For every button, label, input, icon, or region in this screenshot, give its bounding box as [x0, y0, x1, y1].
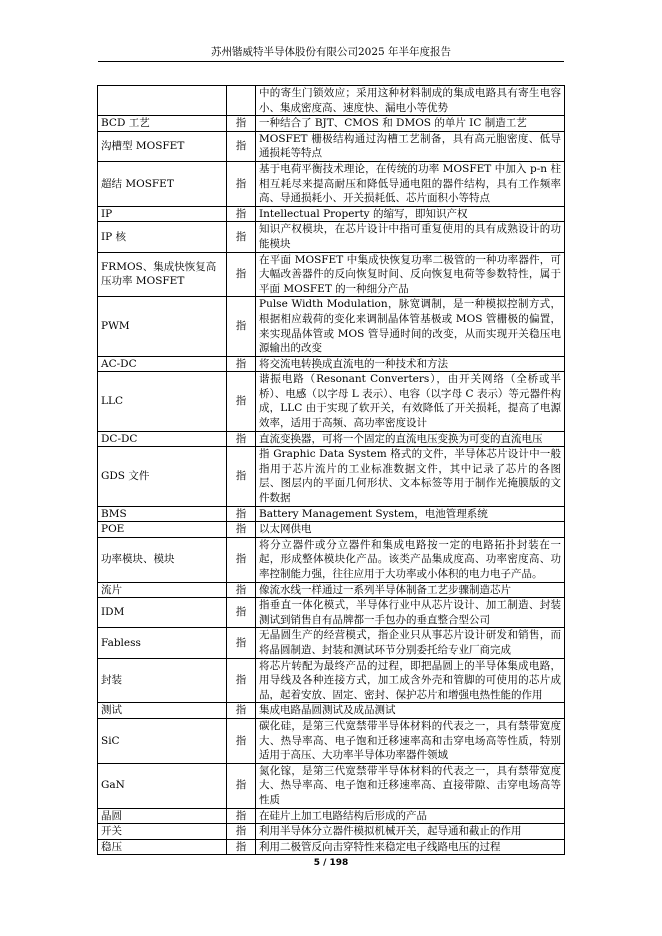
glossary-separator: 指	[227, 763, 256, 808]
glossary-definition: 将分立器件或分立器件和集成电路按一定的电路拓扑封装在一起，形成整体模块化产品。该类产品集成度高、功率密度高、功率控制能力强，往往应用于大功率或小体积的电力电子产品。	[256, 537, 565, 582]
glossary-term: IDM	[98, 598, 227, 628]
glossary-separator: 指	[227, 222, 256, 252]
glossary-separator: 指	[227, 131, 256, 161]
glossary-term: 沟槽型 MOSFET	[98, 131, 227, 161]
glossary-row	[98, 763, 565, 808]
glossary-row	[98, 206, 565, 222]
glossary-term: AC-DC	[98, 356, 227, 372]
glossary-term: FRMOS、集成快恢复高压功率 MOSFET	[98, 252, 227, 297]
glossary-term: 超结 MOSFET	[98, 161, 227, 206]
glossary-separator: 指	[227, 537, 256, 582]
glossary-separator: 指	[227, 582, 256, 598]
header-divider	[98, 61, 564, 62]
glossary-definition: 像流水线一样通过一系列半导体制备工艺步骤制造芯片	[256, 582, 565, 598]
glossary-separator: 指	[227, 703, 256, 719]
glossary-term: PWM	[98, 297, 227, 356]
glossary-separator: 指	[227, 447, 256, 506]
glossary-definition: 利用半导体分立器件模拟机械开关，起导通和截止的作用	[256, 824, 565, 840]
page-header-title: 苏州锴威特半导体股份有限公司2025 年半年度报告	[210, 46, 452, 58]
glossary-row	[98, 537, 565, 582]
glossary-row	[98, 222, 565, 252]
glossary-separator: 指	[227, 658, 256, 703]
glossary-term: 晶圆	[98, 808, 227, 824]
glossary-row	[98, 297, 565, 356]
glossary-separator: 指	[227, 206, 256, 222]
glossary-row	[98, 86, 565, 116]
glossary-term: IP 核	[98, 222, 227, 252]
glossary-row	[98, 628, 565, 658]
glossary-term: 测试	[98, 703, 227, 719]
glossary-row	[98, 839, 565, 855]
glossary-separator: 指	[227, 839, 256, 855]
glossary-row	[98, 252, 565, 297]
glossary-definition: 谐振电路（Resonant Converters），由开关网络（全桥或半桥）、电感（以字母 L 表示）、电容（以字母 C 表示）等元器件构成，LLC 由于实现了软开关，有效降低了开关损耗，提高了电源效率，适用于高频、高功率密度设计	[256, 372, 565, 431]
glossary-table	[97, 85, 565, 855]
glossary-row	[98, 522, 565, 538]
glossary-row	[98, 131, 565, 161]
glossary-row	[98, 356, 565, 372]
glossary-term: DC-DC	[98, 431, 227, 447]
glossary-term: IP	[98, 206, 227, 222]
glossary-separator: 指	[227, 506, 256, 522]
glossary-definition: 一种结合了 BJT、CMOS 和 DMOS 的单片 IC 制造工艺	[256, 116, 565, 132]
glossary-definition: 氮化镓，是第三代宽禁带半导体材料的代表之一，具有禁带宽度大、热导率高、电子饱和迁移速率高、直接带隙、击穿电场高等性质	[256, 763, 565, 808]
glossary-separator: 指	[227, 628, 256, 658]
glossary-definition: Battery Management System，电池管理系统	[256, 506, 565, 522]
glossary-definition: 将芯片转配为最终产品的过程，即把晶圆上的半导体集成电路，用导线及各种连接方式，加工成含外壳和管脚的可使用的芯片成品，起着安放、固定、密封、保护芯片和增强电热性能的作用	[256, 658, 565, 703]
glossary-definition: 以太网供电	[256, 522, 565, 538]
glossary-row	[98, 582, 565, 598]
glossary-definition: 指垂直一体化模式，半导体行业中从芯片设计、加工制造、封装测试到销售自有品牌都一手包办的垂直整合型公司	[256, 598, 565, 628]
glossary-term: 封装	[98, 658, 227, 703]
glossary-term: 流片	[98, 582, 227, 598]
glossary-definition: 在硅片上加工电路结构后形成的产品	[256, 808, 565, 824]
glossary-term: LLC	[98, 372, 227, 431]
glossary-row	[98, 161, 565, 206]
glossary-definition: 将交流电转换成直流电的一种技术和方法	[256, 356, 565, 372]
glossary-separator: 指	[227, 718, 256, 763]
glossary-definition: 无晶圆生产的经营模式，指企业只从事芯片设计研发和销售，而将晶圆制造、封装和测试环节分别委托给专业厂商完成	[256, 628, 565, 658]
glossary-term: Fabless	[98, 628, 227, 658]
glossary-row	[98, 372, 565, 431]
glossary-definition: 基于电荷平衡技术理论，在传统的功率 MOSFET 中加入 p-n 柱相互耗尽来提高耐压和降低导通电阻的器件结构，具有工作频率高、导通损耗小、开关损耗低、芯片面积小等特点	[256, 161, 565, 206]
glossary-separator: 指	[227, 431, 256, 447]
glossary-term: 稳压	[98, 839, 227, 855]
glossary-definition: 指 Graphic Data System 格式的文件，半导体芯片设计中一般指用于芯片流片的工业标准数据文件，其中记录了芯片的各图层、图层内的平面几何形状、文本标签等用于制作光掩膜版的文件数据	[256, 447, 565, 506]
glossary-definition: MOSFET 栅极结构通过沟槽工艺制备，具有高元胞密度、低导通损耗等特点	[256, 131, 565, 161]
glossary-definition: 知识产权模块，在芯片设计中指可重复使用的具有成熟设计的功能模块	[256, 222, 565, 252]
glossary-definition: Intellectual Property 的缩写，即知识产权	[256, 206, 565, 222]
glossary-row	[98, 808, 565, 824]
glossary-term	[98, 86, 227, 116]
glossary-row	[98, 116, 565, 132]
glossary-term: 开关	[98, 824, 227, 840]
glossary-separator: 指	[227, 297, 256, 356]
glossary-row	[98, 447, 565, 506]
glossary-term: BMS	[98, 506, 227, 522]
glossary-term: GDS 文件	[98, 447, 227, 506]
glossary-row	[98, 703, 565, 719]
glossary-separator: 指	[227, 356, 256, 372]
glossary-row	[98, 658, 565, 703]
glossary-separator: 指	[227, 252, 256, 297]
glossary-term: BCD 工艺	[98, 116, 227, 132]
glossary-definition: 集成电路晶圆测试及成品测试	[256, 703, 565, 719]
glossary-row	[98, 824, 565, 840]
glossary-separator: 指	[227, 161, 256, 206]
glossary-definition: 直流变换器，可将一个固定的直流电压变换为可变的直流电压	[256, 431, 565, 447]
glossary-separator: 指	[227, 372, 256, 431]
glossary-term: SiC	[98, 718, 227, 763]
glossary-row	[98, 718, 565, 763]
glossary-separator: 指	[227, 598, 256, 628]
glossary-separator: 指	[227, 522, 256, 538]
glossary-row	[98, 431, 565, 447]
glossary-definition: 中的寄生门锁效应；采用这种材料制成的集成电路具有寄生电容小、集成密度高、速度快、漏电小等优势	[256, 86, 565, 116]
page-number: 5 / 198	[313, 858, 349, 868]
glossary-definition: Pulse Width Modulation，脉宽调制，是一种模拟控制方式，根据相应载荷的变化来调制晶体管基极或 MOS 管栅极的偏置，来实现晶体管或 MOS 管导通时间的改变，从而实现开关稳压电源输出的改变	[256, 297, 565, 356]
glossary-definition: 碳化硅，是第三代宽禁带半导体材料的代表之一，具有禁带宽度大、热导率高、电子饱和迁移速率高和击穿电场高等性质，特别适用于高压、大功率半导体功率器件领域	[256, 718, 565, 763]
glossary-separator: 指	[227, 824, 256, 840]
glossary-definition: 在平面 MOSFET 中集成快恢复功率二极管的一种功率器件，可大幅改善器件的反向恢复时间、反向恢复电荷等参数特性，属于平面 MOSFET 的一种细分产品	[256, 252, 565, 297]
glossary-term: POE	[98, 522, 227, 538]
glossary-separator	[227, 86, 256, 116]
glossary-definition: 利用二极管反向击穿特性来稳定电子线路电压的过程	[256, 839, 565, 855]
glossary-row	[98, 598, 565, 628]
glossary-row	[98, 506, 565, 522]
glossary-term: GaN	[98, 763, 227, 808]
glossary-separator: 指	[227, 116, 256, 132]
glossary-separator: 指	[227, 808, 256, 824]
glossary-term: 功率模块、模块	[98, 537, 227, 582]
glossary-table-body	[98, 86, 565, 855]
